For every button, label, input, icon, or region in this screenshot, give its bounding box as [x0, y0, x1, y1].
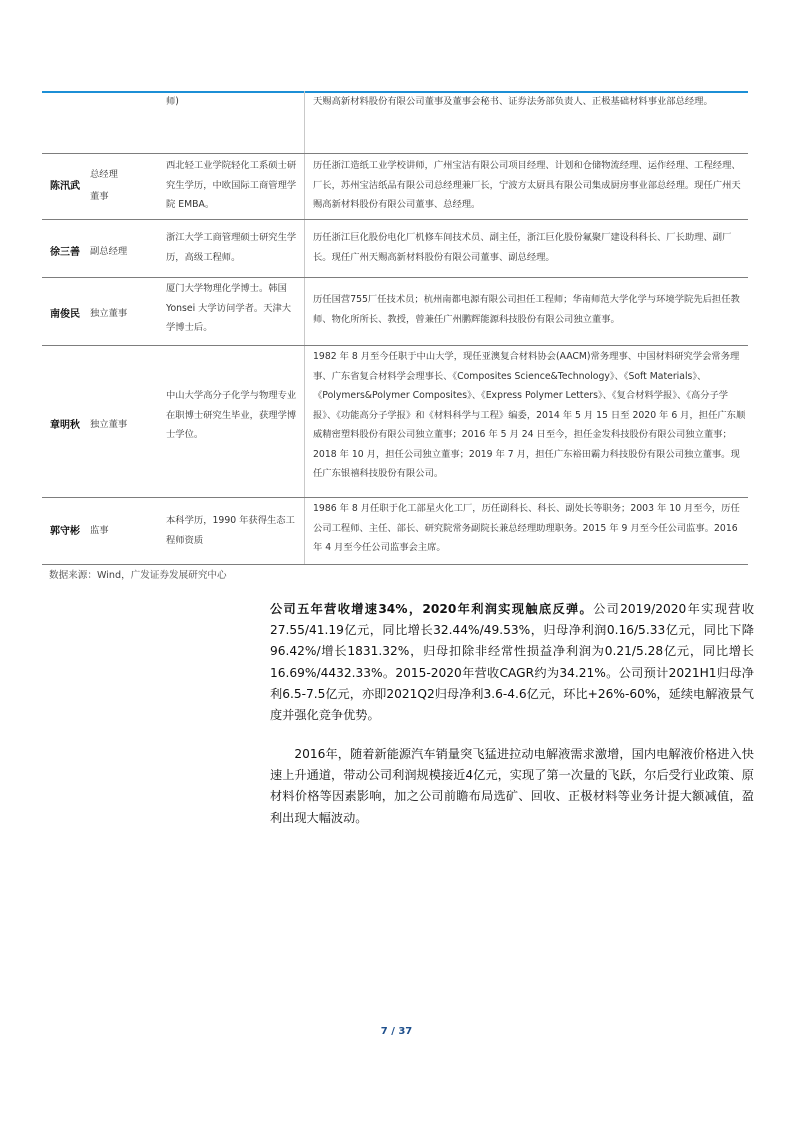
experience-cell: 历任国营755厂任技术员；杭州南都电源有限公司担任工程师；华南师范大学化学与环境学院先后担任教师、物化所所长、教授，曾兼任广州鹏辉能源科技股份有限公司独立董事。 [313, 294, 740, 325]
position-cell: 独立董事 [90, 419, 128, 430]
person-name: 章明秋 [50, 420, 80, 431]
experience-cell: 历任浙江巨化股份电化厂机修车间技术员、副主任，浙江巨化股份氟聚厂建设科科长、厂长助理、副厂长。现任广州天赐高新材料股份有限公司董事、副总经理。 [313, 232, 732, 263]
education-cell: 西北轻工业学院轻化工系硕士研究生学历，中欧国际工商管理学院 EMBA。 [166, 160, 297, 210]
experience-cell: 1986 年 8 月任职于化工部星火化工厂，历任副科长、科长、副处长等职务；2003 年 10 月至今，历任公司工程师、主任、部长、研究院常务副院长兼总经理助理职务。2015 年 9 月至今任公司监事。2016 年 4 月至今任公司监事会主席。 [313, 503, 740, 553]
education-cell: 本科学历，1990 年获得生态工程师资质 [166, 515, 295, 546]
person-name: 陈汛武 [50, 181, 80, 192]
position-cell: 总经理 董事 [90, 169, 118, 202]
education-cell: 中山大学高分子化学与物理专业在职博士研究生毕业，获理学博士学位。 [166, 390, 297, 440]
position-cell: 监事 [90, 525, 109, 536]
column-divider [304, 278, 305, 345]
table-row [42, 498, 748, 564]
column-divider [304, 220, 305, 277]
education-cell: 浙江大学工商管理硕士研究生学历，高级工程师。 [166, 232, 297, 263]
table-row [42, 220, 748, 277]
position-cell: 副总经理 [90, 246, 128, 257]
column-divider [304, 346, 305, 497]
position-cell: 独立董事 [90, 308, 128, 319]
row-divider [42, 564, 748, 565]
paragraph-history [270, 744, 754, 829]
person-name: 徐三善 [50, 247, 80, 258]
paragraph-body: 公司2019/2020年实现营收27.55/41.19亿元，同比增长32.44%/49.53%，归母净利润0.16/5.33亿元，同比下降96.42%/增长1831.32%，归母扣除非经常性损益净利润为0.21/5.28亿元，同比增长16.69%/4432.33%。2015-2020年营收CAGR约为34.21%。公司预计2021H1归母净利6.5-7.5亿元，亦即2021Q2归母净利3.6-4.6亿元，环比+26%-60%，延续电解液景气度并强化竞争优势。 [270, 602, 755, 723]
paragraph-revenue [270, 599, 754, 726]
experience-cell: 历任浙江造纸工业学校讲师，广州宝洁有限公司项目经理、计划和仓储物流经理、运作经理、工程经理、厂长，苏州宝洁纸品有限公司总经理兼厂长，宁波方太厨具有限公司集成厨房事业部总经理。现任广州天赐高新材料股份有限公司董事、总经理。 [313, 160, 741, 210]
table-row [42, 91, 748, 153]
table-row [42, 154, 748, 219]
person-name: 郭守彬 [50, 526, 80, 537]
data-source-note: 数据来源：Wind，广发证券发展研究中心 [49, 570, 227, 581]
column-divider [304, 498, 305, 564]
education-cell: 师) [166, 96, 179, 107]
experience-cell: 天赐高新材料股份有限公司董事及董事会秘书、证券法务部负责人、正极基础材料事业部总经理。 [313, 96, 713, 107]
education-cell: 厦门大学物理化学博士。韩国 Yonsei 大学访问学者。天津大学博士后。 [166, 283, 292, 333]
table-row [42, 346, 748, 497]
paragraph-body: 2016年，随着新能源汽车销量突飞猛进拉动电解液需求激增，国内电解液价格进入快速上升通道，带动公司利润规模接近4亿元，实现了第一次量的飞跃，尔后受行业政策、原材料价格等因素影响，加之公司前瞻布局选矿、回收、正极材料等业务计提大额减值，盈利出现大幅波动。 [270, 747, 754, 825]
page-number: 7 / 37 [380, 1026, 413, 1037]
experience-cell: 1982 年 8 月至今任职于中山大学，现任亚澳复合材料协会(AACM)常务理事、中国材料研究学会常务理事、广东省复合材料学会理事长、《Composites Science&Technology》、《Soft Materials》、《Polymers&Polymer Composites》、《Express Polymer Letters》、《复合材料学报》、《高分子学报》、《功能高分子学报》和《材料科学与工程》编委，2014 年 5 月 15 日至 2020 年 6 月，担任广东顺威精密塑料股份有限公司独立董事；2016 年 5 月 24 日至今，担任金发科技股份有限公司独立董事；2018 年 10 月，担任公司独立董事；2019 年 7 月，担任广东裕田霸力科技股份有限公司独立董事。现任广东银禧科技股份有限公司。 [313, 351, 746, 479]
table-row [42, 278, 748, 345]
person-name: 南俊民 [50, 309, 80, 320]
paragraph-heading: 公司五年营收增速34%，2020年利润实现触底反弹。 [270, 602, 594, 616]
column-divider [304, 91, 305, 153]
column-divider [304, 154, 305, 219]
